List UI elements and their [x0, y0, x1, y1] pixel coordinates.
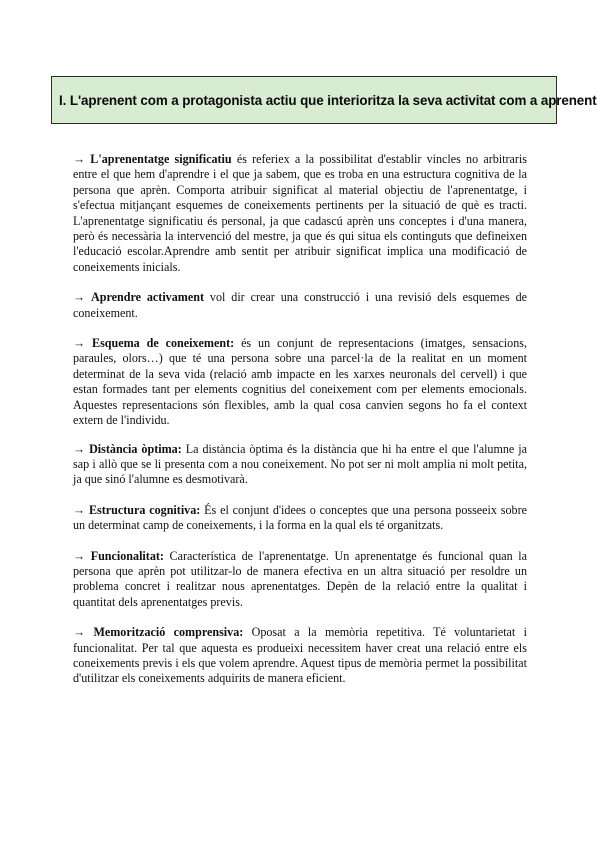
paragraph-memoritzacio-comprensiva — [73, 625, 527, 687]
paragraph-text: Oposat a la memòria repetitiva. Té voluntarietat i funcionalitat. Per tal que aquesta es produeixi necessitem haver creat una relació entre els coneixements previs i els que volem aprendre. Aquest tipus de memòria permet la possibilitat d'utilitzar els coneixements adquirits de manera eficient. — [73, 625, 527, 686]
arrow-icon: → — [73, 441, 86, 456]
term-heading: L'aprenentatge significatiu — [90, 152, 232, 166]
paragraph-distancia-optima — [73, 442, 527, 488]
paragraph-aprenentatge-significatiu — [73, 152, 527, 275]
term-heading: Memorització comprensiva: — [93, 625, 244, 640]
paragraph-esquema-coneixement — [73, 336, 527, 428]
paragraph-text: és un conjunt de representacions (imatges, sensacions, paraules, olors…) que té una persona sobre una parcel·la de la realitat en un moment determinat de la seva vida (relació amb impacte en les xarxes neuronals del cervell) i que estan formades tant per elements cognitius del coneixement com per elements emocionals. Aquestes representacions són flexibles, amb la qual cosa canvien segons ho fa el context extern de l'individu. — [73, 336, 527, 428]
arrow-icon: → — [73, 548, 86, 563]
paragraph-aprendre-activament — [73, 290, 527, 321]
arrow-icon: → — [73, 502, 86, 517]
term-heading: Aprendre activament — [91, 290, 204, 305]
term-heading: Distància òptima: — [89, 441, 182, 456]
paragraph-text: És el conjunt d'idees o conceptes que una persona posseeix sobre un determinat camp de coneixements, i la forma en la qual els té organitzats. — [73, 502, 527, 533]
term-heading: Esquema de coneixement: — [92, 336, 235, 351]
paragraph-estructura-cognitiva — [73, 503, 527, 534]
arrow-icon: → — [73, 152, 86, 166]
paragraph-funcionalitat — [73, 549, 527, 611]
section-title: I. L'aprenent com a protagonista actiu que interioritza la seva activitat com a aprenent — [59, 92, 597, 108]
document-body — [73, 152, 527, 687]
paragraph-text: és referiex a la possibilitat d'establir vincles no arbitraris entre el que hem d'aprendre i el que ja sabem, que es troba en una estructura cognitiva de la persona que aprèn. Comporta atribuir significat al material objectiu de l'aprenentatge, i s'efectua mitjançant esquemes de coneixements pertinents per la situació de què es tracti. L'aprenentatge significatiu és personal, ja que cadascú aprèn uns conceptes i d'una manera, però és necessària la intervenció del mestre, ja que és qui situa els continguts que defineixen l'educació escolar.Aprendre amb sentit per atribuir significat implica una modificació de coneixements inicials. — [73, 152, 527, 274]
arrow-icon: → — [73, 290, 86, 305]
term-heading: Estructura cognitiva: — [88, 502, 201, 517]
arrow-icon: → — [73, 625, 86, 640]
term-heading: Funcionalitat: — [90, 548, 164, 563]
paragraph-text: La distància òptima és la distància que hi ha entre el que l'alumne ja sap i allò que se li presenta com a nou coneixement. No pot ser ni molt amplia ni molt petita, ja que sinó l'alumne es desmotivarà. — [73, 441, 527, 487]
paragraph-text: vol dir crear una construcció i una revisió dels esquemes de coneixement. — [73, 290, 527, 320]
arrow-icon: → — [73, 336, 86, 351]
paragraph-text: Característica de l'aprenentatge. Un aprenentatge és funcional quan la persona que aprèn pot utilitzar-lo de manera efectiva en un altra situació per resoldre un problema concret i realitzar nous aprenentatges. Depèn de la relació entre la qualitat i quantitat dels aprenentatges previs. — [73, 548, 527, 609]
section-title-box — [51, 76, 597, 124]
